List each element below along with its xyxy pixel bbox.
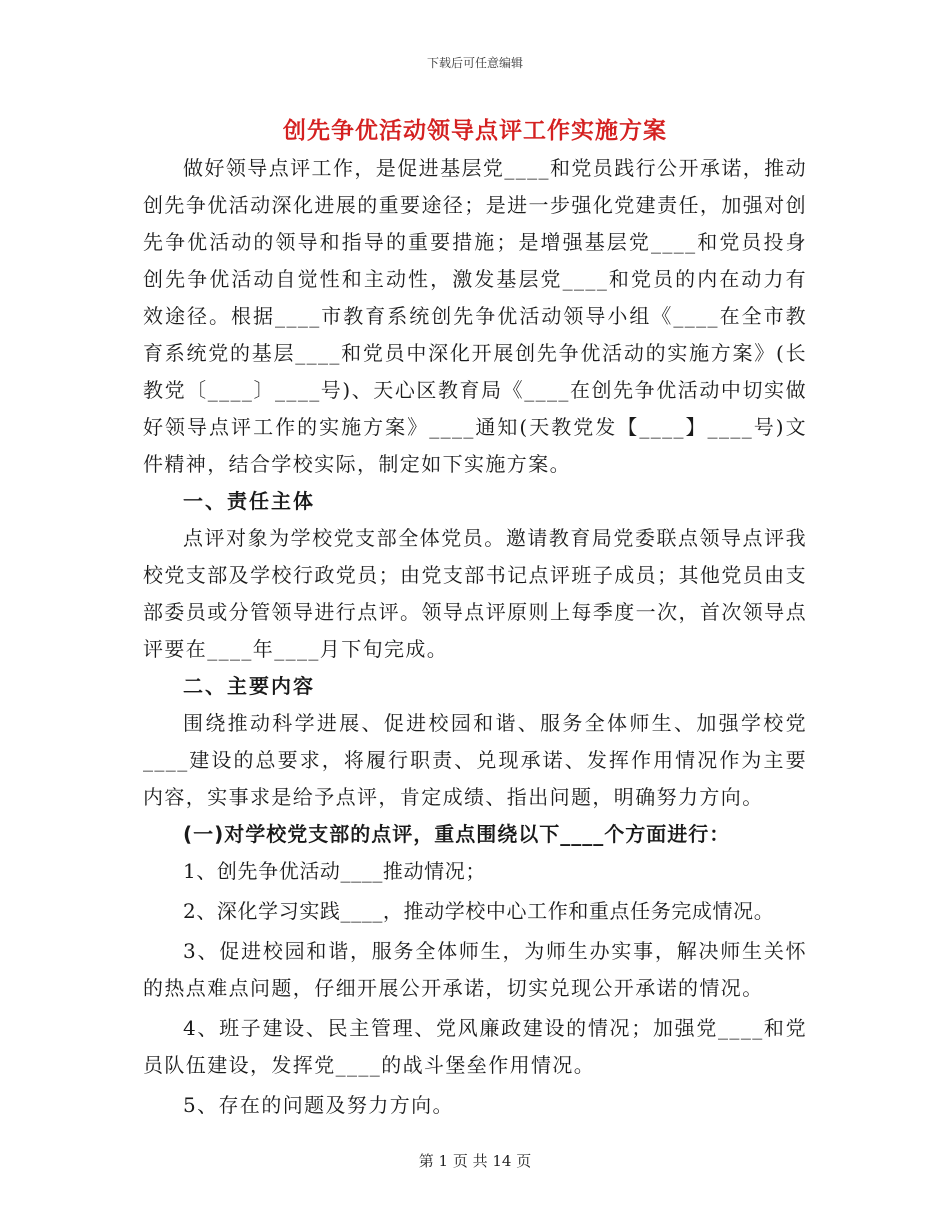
list-item: 4、班子建设、民主管理、党风廉政建设的情况；加强党____和党员队伍建设，发挥党____的战斗堡垒作用情况。: [143, 1016, 807, 1077]
list-item: 3、促进校园和谐，服务全体师生，为师生办实事，解决师生关怀的热点难点问题，仔细开展公开承诺，切实兑现公开承诺的情况。: [143, 939, 807, 1000]
section2-heading: 二、主要内容: [183, 674, 315, 698]
list-item: 5、存在的问题及努力方向。: [183, 1093, 454, 1117]
section2-paragraph: 围绕推动科学进展、促进校园和谐、服务全体师生、加强学校党____建设的总要求，将履行职责、兑现承诺、发挥作用情况作为主要内容，实事求是给予点评，肯定成绩、指出问题，明确努力方向。: [143, 711, 807, 809]
document-title: 创先争优活动领导点评工作实施方案: [283, 118, 667, 144]
document-body: [143, 150, 807, 1124]
header-note: 下载后可任意编辑: [426, 56, 523, 70]
section1-paragraph: 点评对象为学校党支部全体党员。邀请教育局党委联点领导点评我校党支部及学校行政党员；由党支部书记点评班子成员；其他党员由支部委员或分管领导进行点评。领导点评原则上每季度一次，首次领导点评要在____年____月下旬完成。: [143, 526, 807, 661]
section2-subheading: (一)对学校党支部的点评，重点围绕以下____个方面进行：: [183, 822, 731, 846]
intro-paragraph: 做好领导点评工作，是促进基层党____和党员践行公开承诺，推动创先争优活动深化进展的重要途径；是进一步强化党建责任，加强对创先争优活动的领导和指导的重要措施；是增强基层党____和党员投身创先争优活动自觉性和主动性，激发基层党____和党员的内在动力有效途径。根据____市教育系统创先争优活动领导小组《____在全市教育系统党的基层____和党员中深化开展创先争优活动的实施方案》(长教党〔____〕____号)、天心区教育局《____在创先争优活动中切实做好领导点评工作的实施方案》____通知(天教党发【____】____号)文件精神，结合学校实际，制定如下实施方案。: [143, 156, 807, 476]
page-number: 第 1 页 共 14 页: [418, 1152, 532, 1170]
list-item: 2、深化学习实践____，推动学校中心工作和重点任务完成情况。: [183, 899, 775, 923]
section1-heading: 一、责任主体: [183, 489, 315, 513]
list-item: 1、创先争优活动____推动情况；: [183, 859, 486, 883]
